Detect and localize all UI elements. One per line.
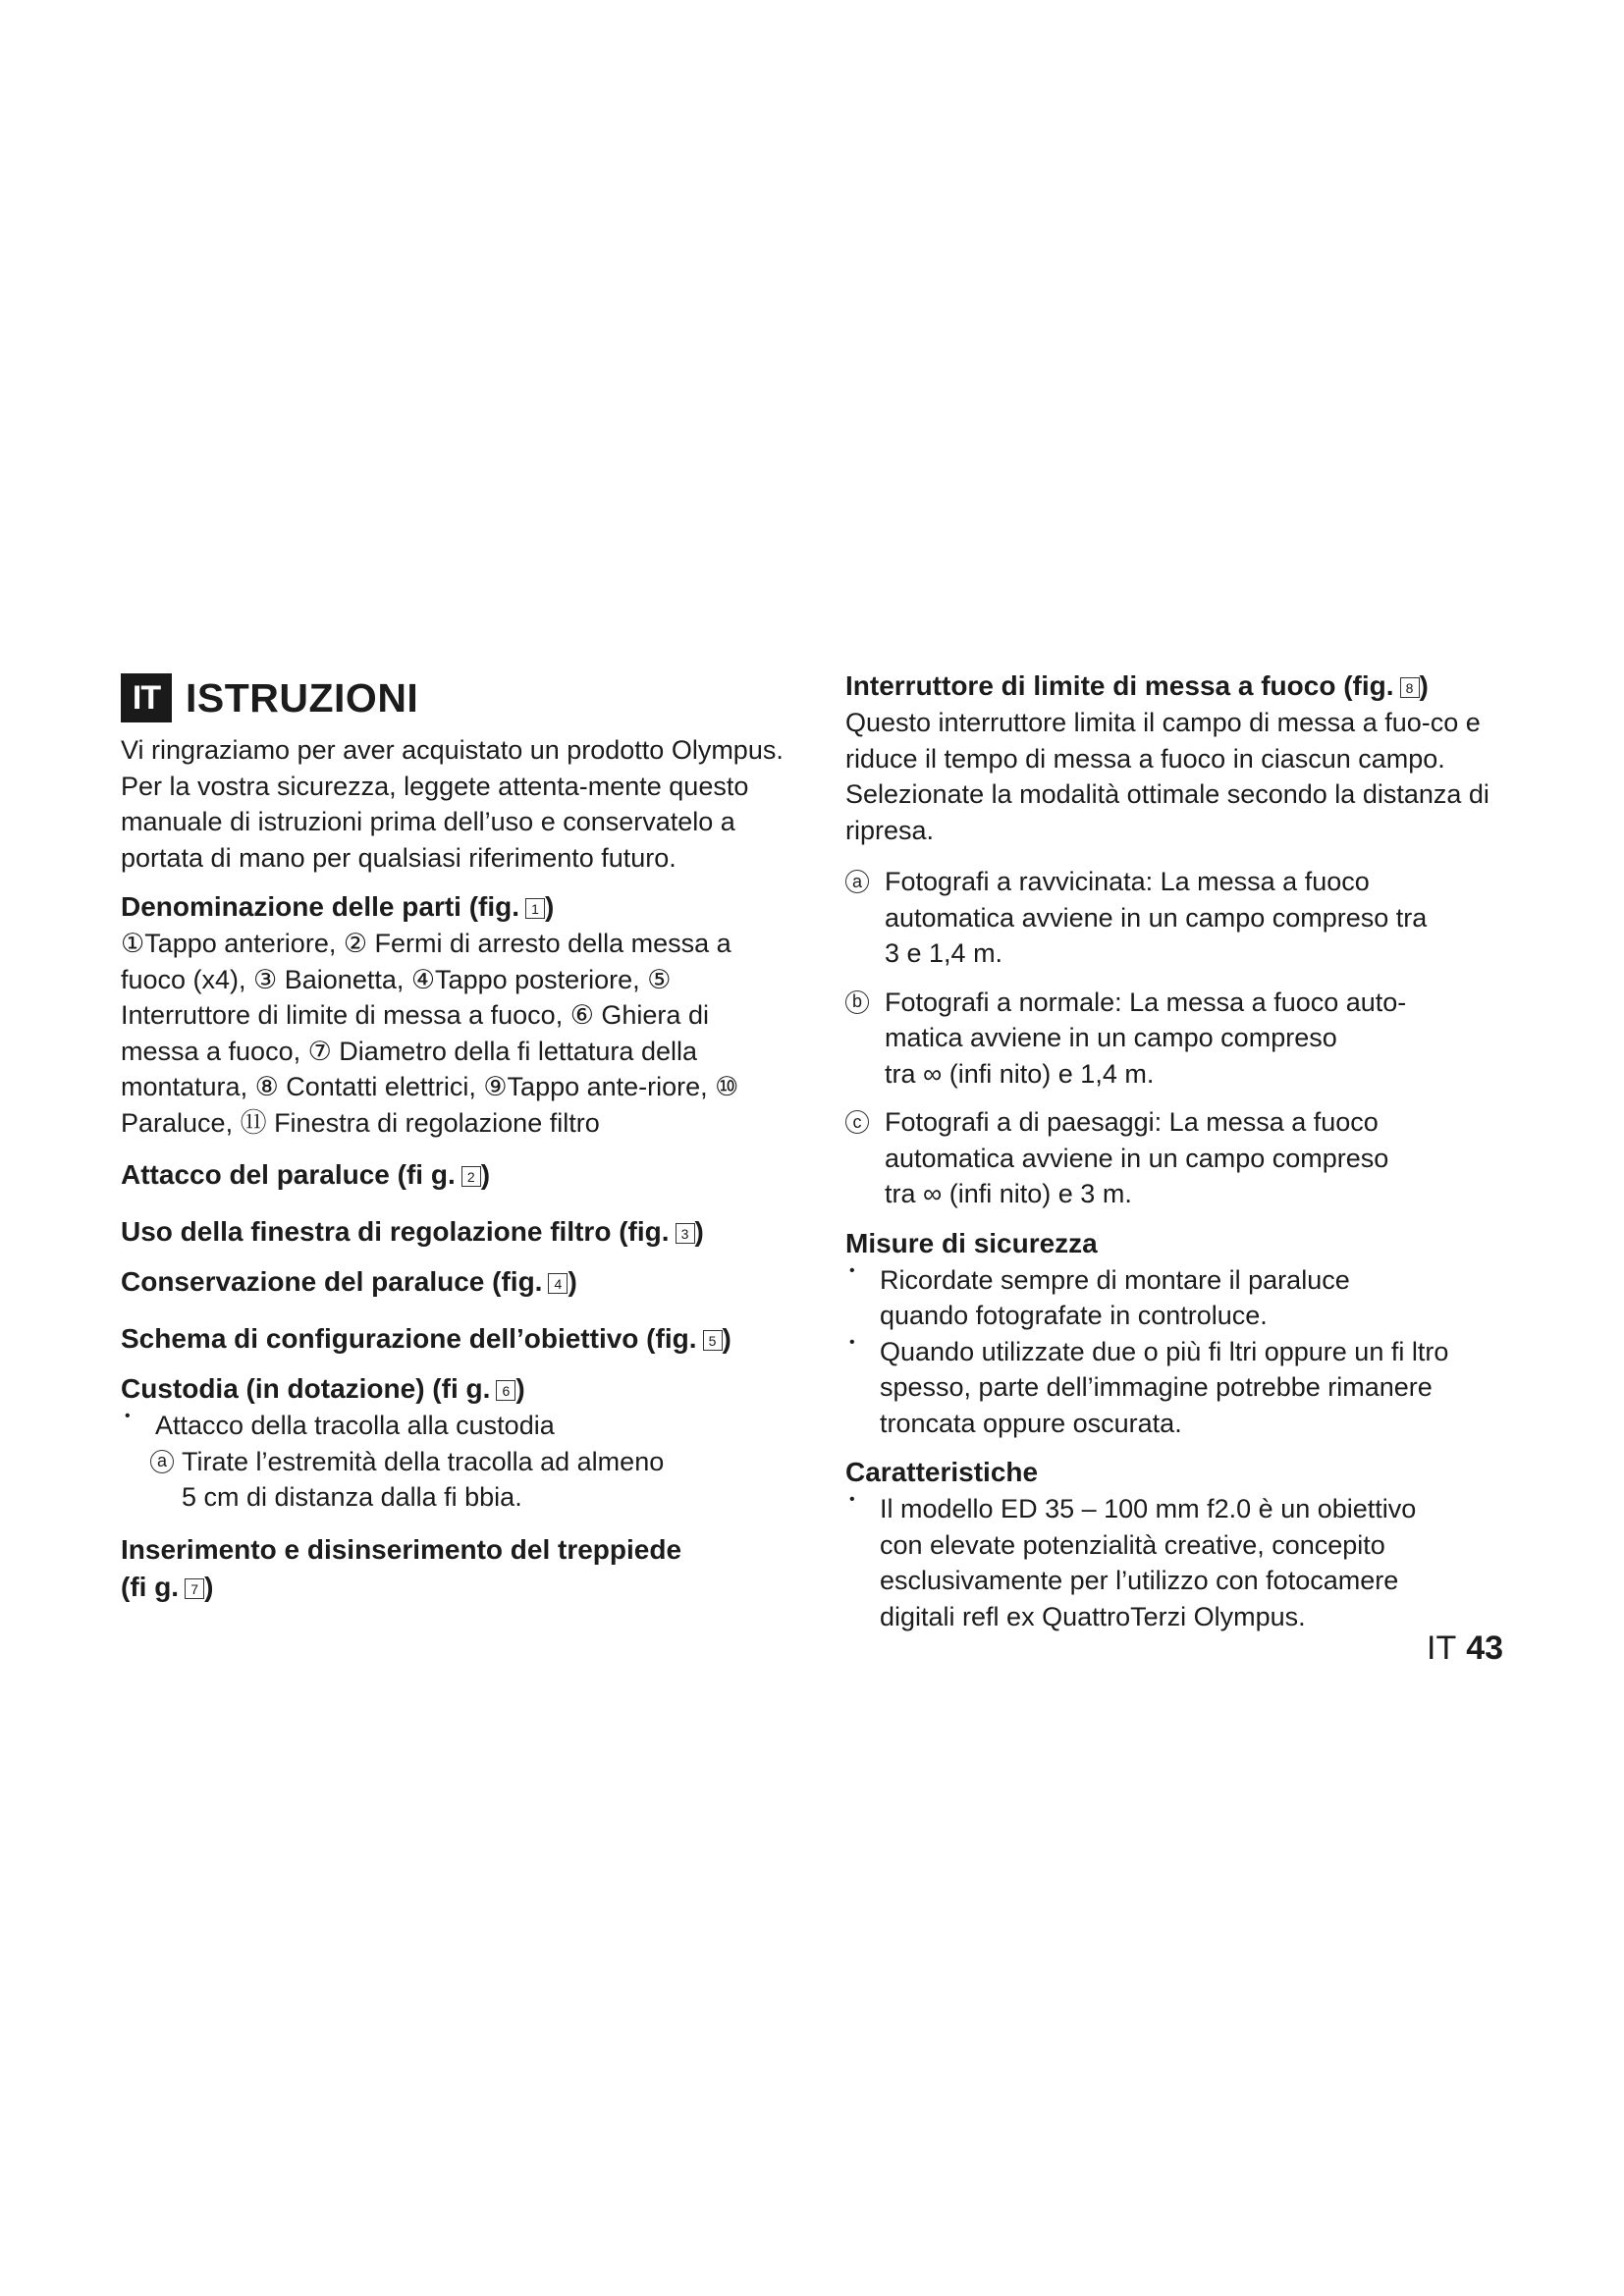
letter-a-icon: a — [150, 1450, 174, 1473]
list-item: • Il modello ED 35 – 100 mm f2.0 è un obiettivo con elevate potenzialità creative, concepito esclusivamente per l’utilizzo con fotocamere digitali refl ex QuattroTerzi Olympus. — [845, 1491, 1513, 1634]
left-column — [121, 667, 788, 1606]
heading-part-names: Denominazione delle parti (fig. 1 ) — [121, 891, 555, 922]
figure-ref-icon: 1 — [525, 898, 545, 919]
heading-features: Caratteristiche — [845, 1457, 1039, 1487]
page-language: IT — [1427, 1629, 1457, 1667]
figure-ref-icon: 6 — [496, 1380, 515, 1401]
heading-tripod-figure: (fi g. 7 ) — [121, 1571, 214, 1602]
right-column — [845, 667, 1513, 1634]
part-names-list: ①Tappo anteriore, ② Fermi di arresto della messa a fuoco (x4), ③ Baionetta, ④Tappo posteriore, ⑤ Interruttore di limite di messa a fuoco, ⑥ Ghiera di messa a fuoco, ⑦ Diametro della fi lettatura della montatura, ⑧ Contatti elettrici, ⑨Tappo ante-riore, ⑩ Paraluce, ⑪ Finestra di regolazione filtro — [121, 929, 739, 1138]
figure-ref-icon: 5 — [703, 1330, 723, 1351]
bullet-icon: • — [849, 1491, 855, 1508]
bullet-icon: • — [849, 1261, 855, 1279]
heading-lens-config: Schema di configurazione dell’obiettivo (fig. 5 ) — [121, 1323, 731, 1354]
heading-focus-limit-switch: Interruttore di limite di messa a fuoco (fig. 8 ) — [845, 670, 1429, 701]
bullet-icon: • — [125, 1408, 131, 1424]
figure-ref-icon: 4 — [548, 1273, 568, 1294]
figure-ref-icon: 7 — [185, 1578, 204, 1599]
list-item: b Fotografi a normale: La messa a fuoco auto- matica avviene in un campo compreso tra ∞ (infi nito) e 1,4 m. — [845, 985, 1513, 1093]
heading-safety: Misure di sicurezza — [845, 1227, 1098, 1258]
heading-hood-storage: Conservazione del paraluce (fig. 4 ) — [121, 1266, 577, 1297]
list-item: • Ricordate sempre di montare il paraluce quando fotografate in controluce. — [845, 1262, 1513, 1334]
figure-ref-icon: 2 — [461, 1166, 481, 1187]
page-title: ISTRUZIONI — [186, 674, 419, 721]
heading-case: Custodia (in dotazione) (fi g. 6 ) — [121, 1373, 525, 1404]
figure-ref-icon: 8 — [1400, 677, 1420, 698]
letter-c-icon: c — [845, 1110, 869, 1134]
page-number-value: 43 — [1466, 1629, 1504, 1667]
figure-ref-icon: 3 — [676, 1223, 695, 1244]
list-item: a Tirate l’estremità della tracolla ad almeno 5 cm di distanza dalla fi bbia. — [121, 1444, 788, 1516]
bullet-icon: • — [849, 1333, 855, 1351]
list-item: • Quando utilizzate due o più fi ltri oppure un fi ltro spesso, parte dell’immagine potrebbe rimanere troncata oppure oscurata. — [845, 1334, 1513, 1442]
intro-paragraph: Vi ringraziamo per aver acquistato un prodotto Olympus. Per la vostra sicurezza, leggete attenta-mente questo manuale di istruzioni prima dell’uso e conservatelo a portata di mano per qualsiasi riferimento futuro. — [121, 735, 784, 873]
list-item: • Attacco della tracolla alla custodia — [121, 1408, 788, 1444]
title-row — [121, 667, 788, 728]
list-item: a Fotografi a ravvicinata: La messa a fuoco automatica avviene in un campo compreso tra 3 e 1,4 m. — [845, 864, 1513, 972]
letter-b-icon: b — [845, 990, 869, 1014]
heading-lens-hood-attach: Attacco del paraluce (fi g. 2 ) — [121, 1159, 491, 1190]
list-item: c Fotografi a di paesaggi: La messa a fuoco automatica avviene in un campo compreso tra ∞ (infi nito) e 3 m. — [845, 1104, 1513, 1212]
language-badge: IT — [121, 673, 172, 722]
heading-filter-window: Uso della finestra di regolazione filtro (fig. 3 ) — [121, 1216, 704, 1247]
letter-a-icon: a — [845, 870, 869, 893]
heading-tripod: Inserimento e disinserimento del treppiede — [121, 1533, 682, 1565]
page-number — [1427, 1629, 1503, 1668]
focus-limit-description: Questo interruttore limita il campo di messa a fuo-co e riduce il tempo di messa a fuoco in ciascun campo. Selezionate la modalità ottimale secondo la distanza di ripresa. — [845, 708, 1489, 845]
